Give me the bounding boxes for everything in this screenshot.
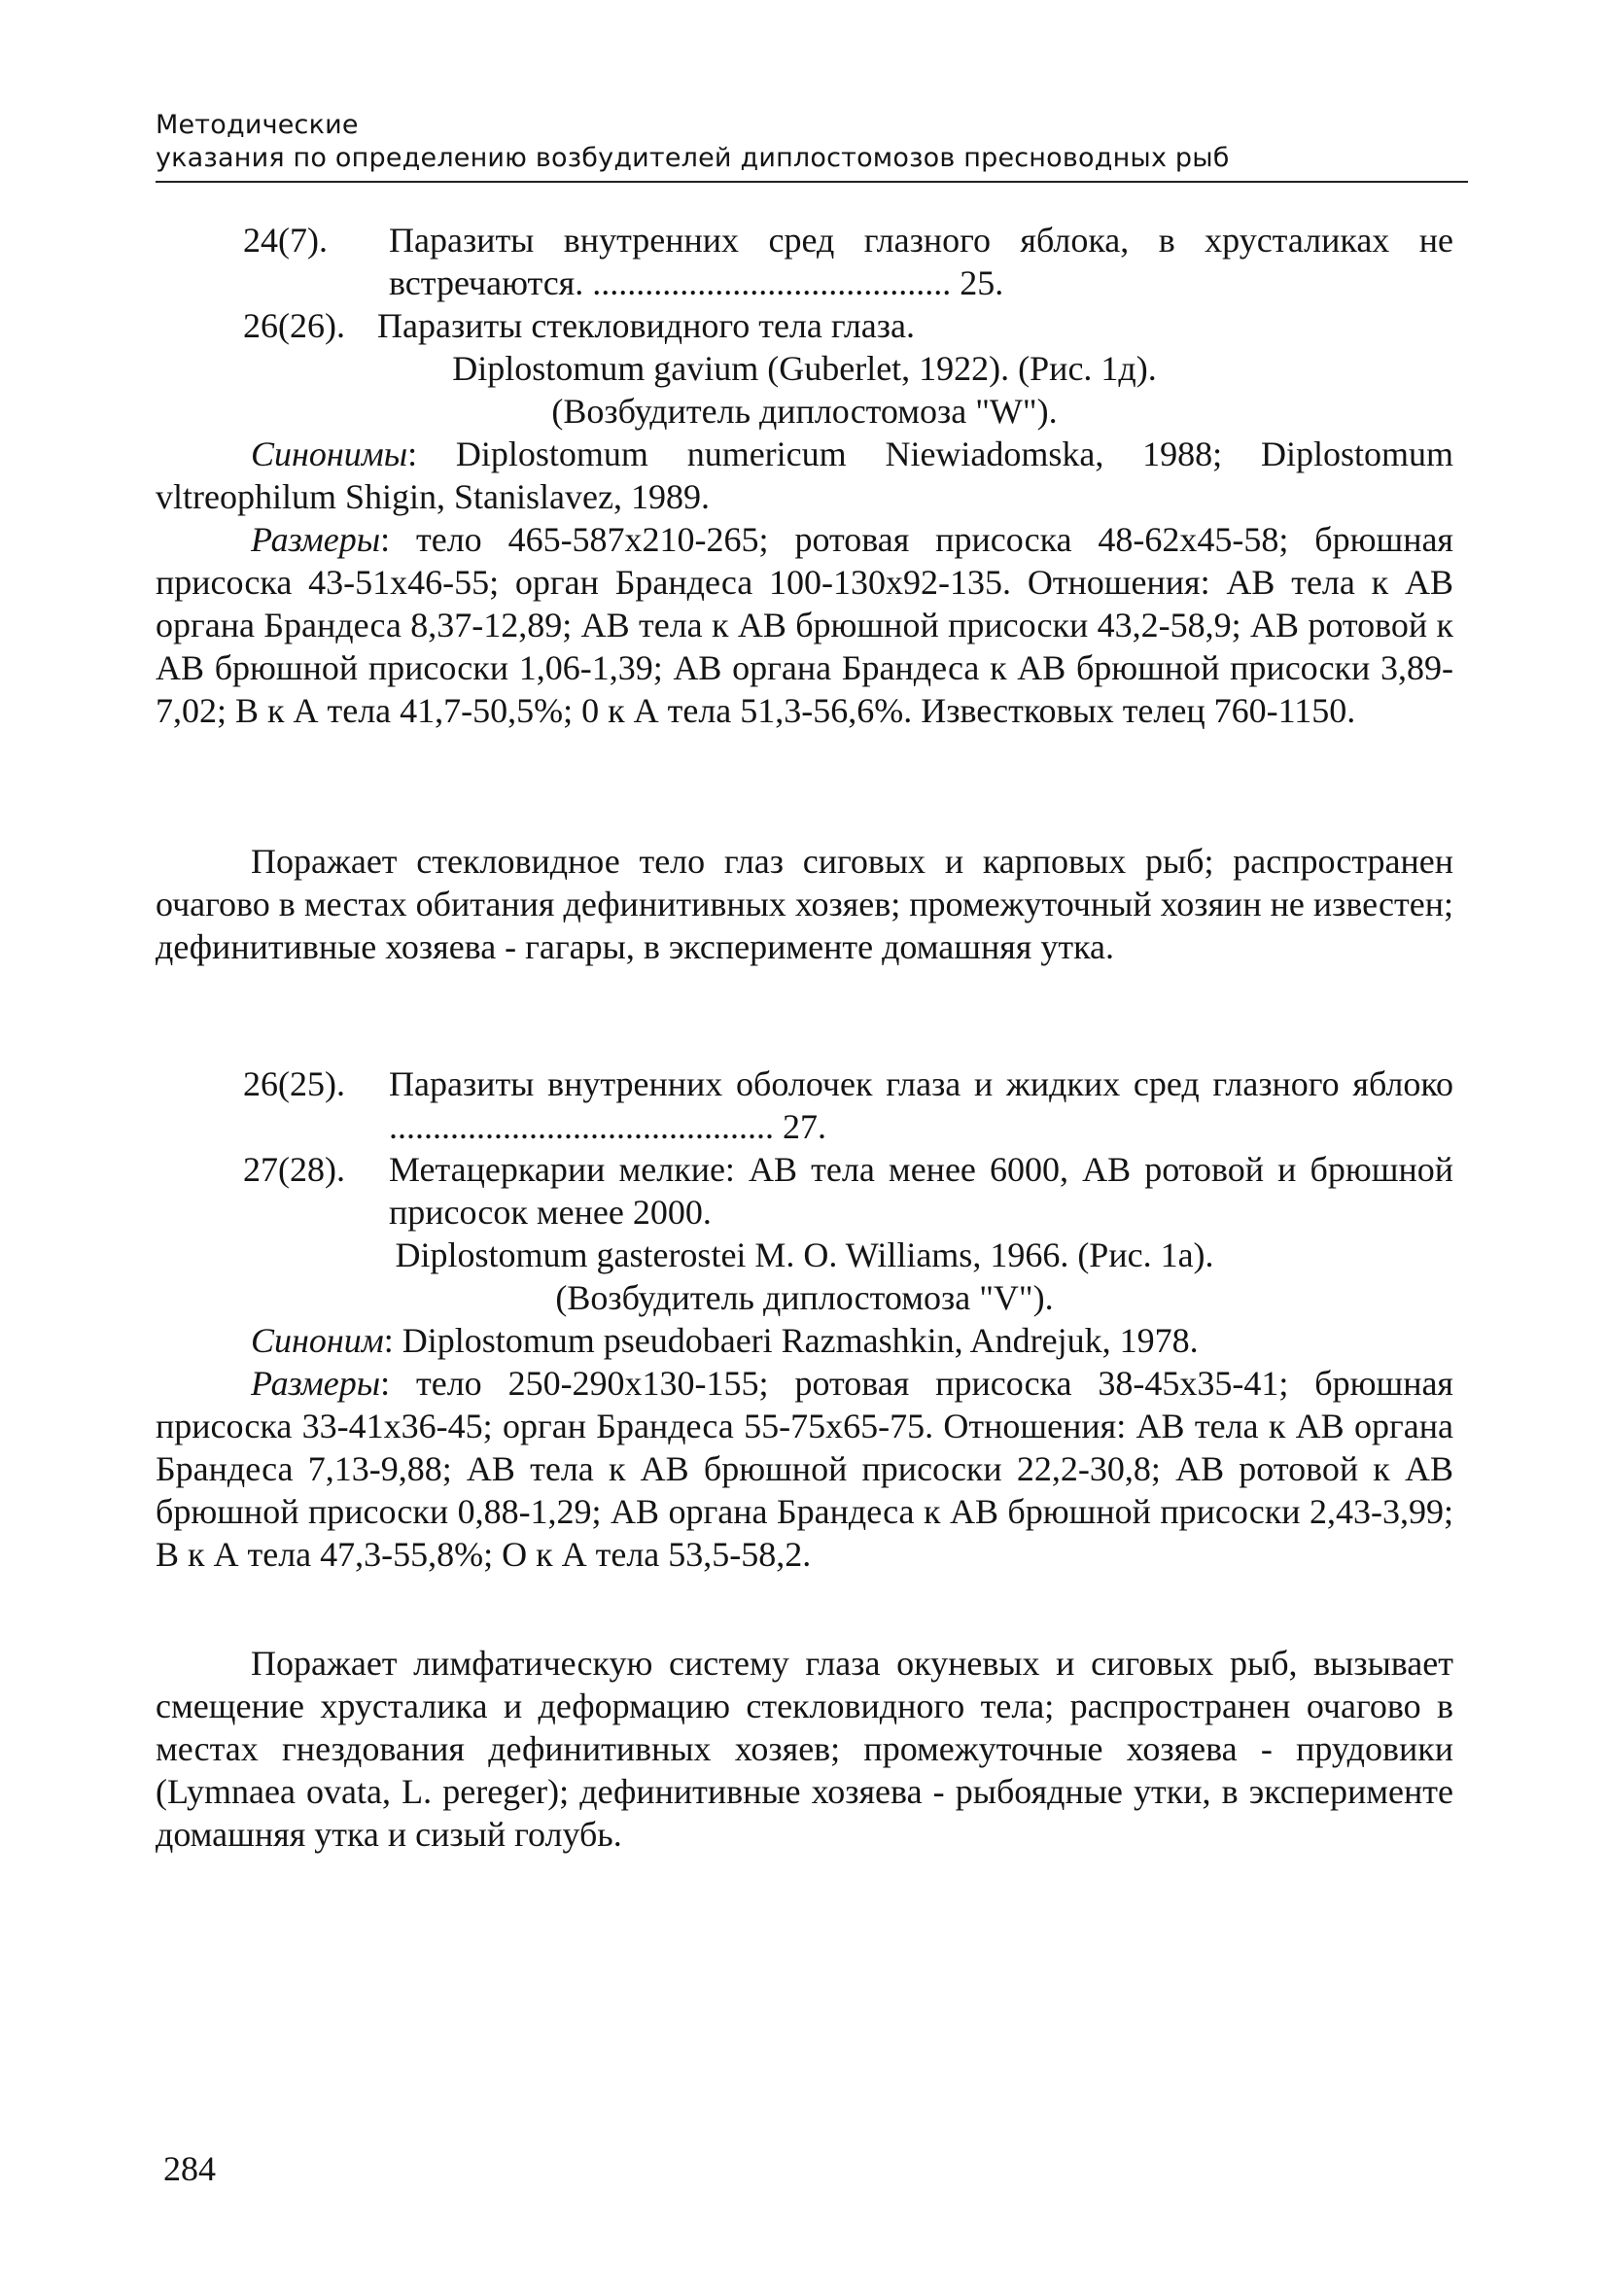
key-text: Паразиты внутренних сред глазного яблока, в хрусталиках не встречаются. ......................................... 25. [389, 221, 1453, 302]
key-text: Паразиты стекловидного тела глаза. [377, 306, 915, 345]
header-line-1: Методические [156, 110, 359, 140]
key-entry-26-26 [243, 304, 1453, 347]
key-number: 26(26). [243, 306, 345, 345]
synonyms-label: Синоним [251, 1321, 384, 1360]
species-name-1: Diplostomum gavium (Guberlet, 1922). (Рис. 1д). [452, 349, 1157, 388]
key-entry-26-25 [243, 1062, 1453, 1148]
synonyms-label: Синонимы [251, 435, 408, 473]
description-2: Поражает лимфатическую систему глаза окуневых и сиговых рыб, вызывает смещение хрусталика и деформацию стекловидного тела; распространен очагово в местах гнездования дефинитивных хозяев; промежуточные хозяева - прудовики (Lymnaea ovata, L. pereger); дефинитивные хозяева - рыбоядные утки, в эксперименте домашняя утка и сизый голубь. [156, 1644, 1453, 1854]
running-header [156, 109, 1468, 175]
key-text: Паразиты внутренних оболочек глаза и жидких сред глазного яблоко ............................................ 27. [389, 1064, 1453, 1146]
key-text: Метацеркарии мелкие: АВ тела менее 6000, АВ ротовой и брюшной присосок менее 2000. [389, 1150, 1453, 1232]
sizes-label: Размеры [251, 1364, 381, 1403]
sizes-2 [156, 1362, 1453, 1576]
key-entry-27 [243, 1148, 1453, 1234]
sizes-text: : тело 250-290x130-155; ротовая присоска 38-45x35-41; брюшная присоска 33-41x36-45; орган Брандеса 55-75x65-75. Отношения: АВ тела к АВ органа Брандеса 7,13-9,88; АВ тела к АВ брюшной присоски 22,2-30,8; АВ ротовой к АВ брюшной присоски 0,88-1,29; АВ органа Брандеса к АВ брюшной присоски 2,43-3,99; В к А тела 47,3-55,8%; О к А тела 53,5-58,2. [156, 1364, 1453, 1574]
synonyms-text: : Diplostomum numericum Niewiadomska, 1988; Diplostomum vltreophilum Shigin, Stanislavez, 1989. [156, 435, 1453, 516]
page-number: 284 [163, 2149, 216, 2188]
key-number: 24(7). [243, 221, 328, 260]
sizes-text: : тело 465-587x210-265; ротовая присоска 48-62x45-58; брюшная присоска 43-51x46-55; орган Брандеса 100-130x92-135. Отношения: АВ тела к АВ органа Брандеса 8,37-12,89; АВ тела к АВ брюшной присоски 43,2-58,9; АВ ротовой к АВ брюшной присоски 1,06-1,39; АВ органа Брандеса к АВ брюшной присоски 3,89-7,02; В к А тела 41,7-50,5%; 0 к А тела 51,3-56,6%. Известковых телец 760-1150. [156, 520, 1453, 730]
species-agent-2: (Возбудитель диплостомоза "V"). [555, 1278, 1054, 1317]
key-number: 27(28). [243, 1150, 345, 1189]
species-agent-1: (Возбудитель диплостомоза "W"). [551, 392, 1058, 431]
species-name-2: Diplostomum gasterostei M. O. Williams, 1966. (Рис. 1а). [395, 1235, 1214, 1274]
sizes-label: Размеры [251, 520, 381, 559]
synonyms-2 [156, 1319, 1453, 1362]
sizes-1 [156, 518, 1453, 732]
synonyms-1 [156, 433, 1453, 518]
header-rule [156, 181, 1468, 183]
synonyms-text: : Diplostomum pseudobaeri Razmashkin, Andrejuk, 1978. [383, 1321, 1199, 1360]
key-number: 26(25). [243, 1064, 345, 1103]
header-line-2: указания по определению возбудителей диплостомозов пресноводных рыб [156, 143, 1230, 173]
description-1: Поражает стекловидное тело глаз сиговых и карповых рыб; распространен очагово в местах обитания дефинитивных хозяев; промежуточный хозяин не известен; дефинитивные хозяева - гагары, в эксперименте домашняя утка. [156, 842, 1453, 966]
key-entry-24 [243, 219, 1453, 304]
